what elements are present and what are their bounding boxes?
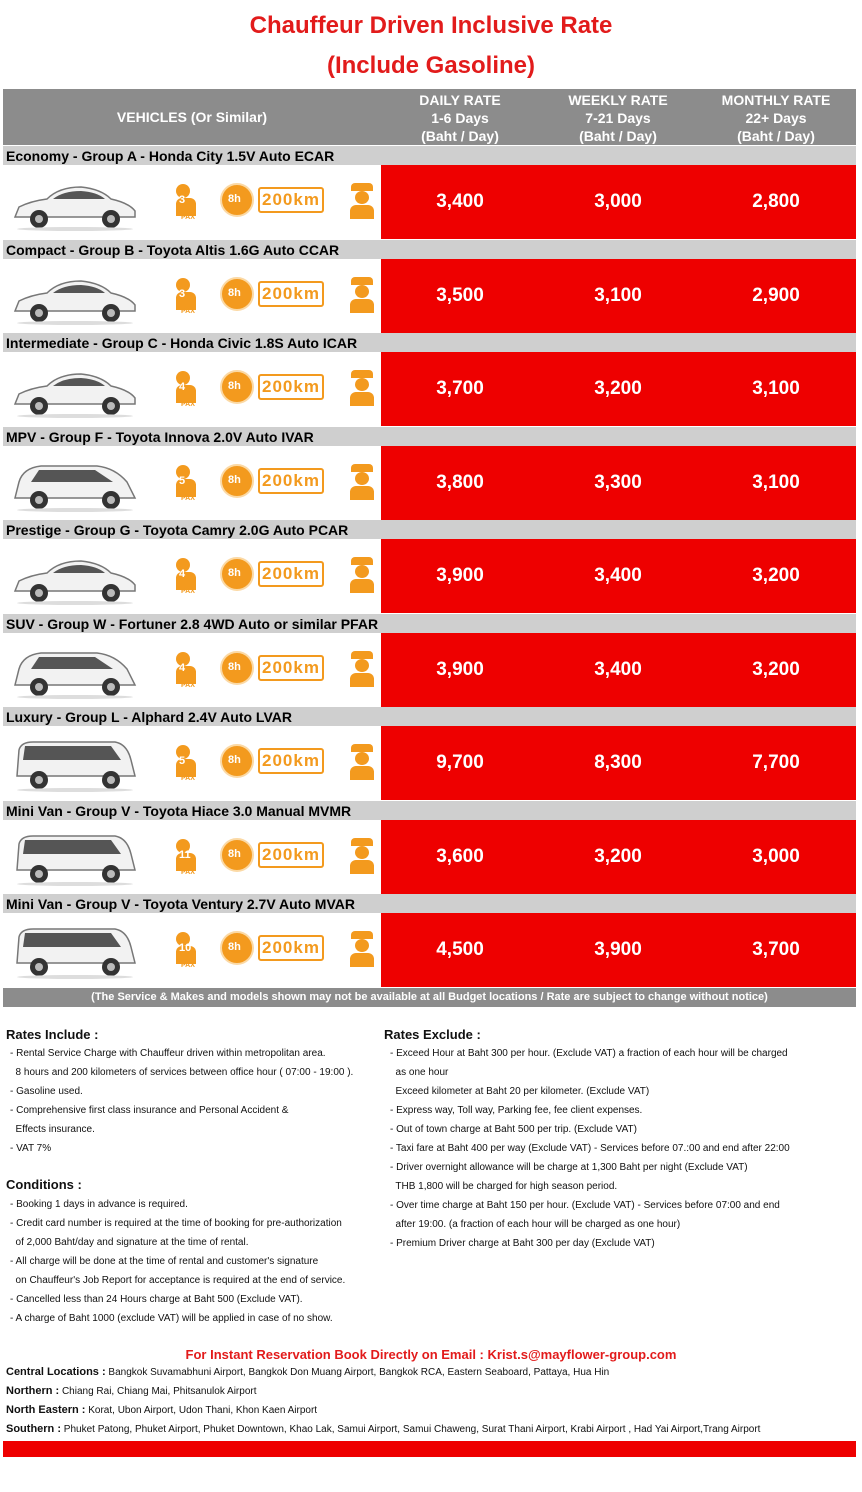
rates-exclude-title: Rates Exclude : <box>384 1027 481 1042</box>
pax-label: PAX <box>181 869 195 876</box>
distance-badge: 200km <box>258 655 324 681</box>
rates-exclude-item: - Exceed Hour at Baht 300 per hour. (Exclude VAT) a fraction of each hour will be charged <box>390 1048 788 1059</box>
location-line <box>6 1366 609 1378</box>
car-image <box>11 269 139 325</box>
distance-badge: 200km <box>258 374 324 400</box>
rates-exclude-item: - Express way, Toll way, Parking fee, fee client expenses. <box>390 1105 643 1116</box>
vehicle-group-band <box>3 333 856 352</box>
daily-rate: 9,700 <box>436 752 484 773</box>
vehicle-info <box>3 259 381 333</box>
driver-icon <box>349 557 377 595</box>
passenger-count: 4 <box>179 662 186 674</box>
condition-item: - All charge will be done at the time of rental and customer's signature <box>10 1256 319 1267</box>
distance-badge: 200km <box>258 935 324 961</box>
weekly-rate: 3,200 <box>594 378 642 399</box>
daily-rate: 4,500 <box>436 939 484 960</box>
rate-cells <box>381 165 856 239</box>
rates-exclude-item: - Premium Driver charge at Baht 300 per day (Exclude VAT) <box>390 1238 655 1249</box>
disclaimer: (The Service & Makes and models shown may not be available at all Budget locations / Rate are subject to change without notice) <box>3 988 856 1007</box>
rates-exclude-item: as one hour <box>390 1067 449 1078</box>
reservation-email[interactable]: For Instant Reservation Book Directly on Email : Krist.s@mayflower-group.com <box>185 1347 677 1362</box>
passenger-icon <box>176 369 208 409</box>
distance-badge: 200km <box>258 561 324 587</box>
passenger-icon <box>176 463 208 503</box>
daily-rate: 3,900 <box>436 659 484 680</box>
rates-exclude-item: Exceed kilometer at Baht 20 per kilometer. (Exclude VAT) <box>390 1086 650 1097</box>
pax-label: PAX <box>181 401 195 408</box>
vehicle-info <box>3 539 381 613</box>
pax-label: PAX <box>181 775 195 782</box>
location-line <box>6 1404 317 1416</box>
vehicle-name: Mini Van - Group V - Toyota Hiace 3.0 Manual MVMR <box>6 803 352 819</box>
car-image <box>11 362 139 418</box>
vehicle-rate-row <box>3 726 856 800</box>
monthly-rate: 3,000 <box>752 846 800 867</box>
weekly-rate: 3,900 <box>594 939 642 960</box>
driver-icon <box>349 838 377 876</box>
condition-item: - Cancelled less than 24 Hours charge at Baht 500 (Exclude VAT). <box>10 1294 303 1305</box>
rate-cells <box>381 913 856 987</box>
daily-rate-header: DAILY RATE 1-6 Days (Baht / Day) <box>419 92 501 144</box>
vehicle-info <box>3 352 381 426</box>
clock-icon: 8h <box>220 651 254 685</box>
rates-include-item: - Comprehensive first class insurance and Personal Accident & <box>10 1105 289 1116</box>
weekly-rate: 8,300 <box>594 752 642 773</box>
monthly-rate: 3,200 <box>752 659 800 680</box>
vehicle-name: Prestige - Group G - Toyota Camry 2.0G Auto PCAR <box>6 522 349 538</box>
monthly-rate-header: MONTHLY RATE 22+ Days (Baht / Day) <box>721 92 831 144</box>
rate-cells <box>381 820 856 894</box>
weekly-rate: 3,300 <box>594 472 642 493</box>
clock-icon: 8h <box>220 744 254 778</box>
passenger-icon <box>176 837 208 877</box>
condition-item: - A charge of Baht 1000 (exclude VAT) will be applied in case of no show. <box>10 1313 333 1324</box>
weekly-rate: 3,000 <box>594 191 642 212</box>
monthly-rate: 3,200 <box>752 565 800 586</box>
passenger-count: 4 <box>179 381 186 393</box>
region-name: Southern : <box>6 1423 61 1435</box>
page-subtitle: (Include Gasoline) <box>326 52 536 79</box>
pax-label: PAX <box>181 495 195 502</box>
car-image <box>11 549 139 605</box>
rates-exclude-item: - Taxi fare at Baht 400 per way (Exclude VAT) - Services before 07.:00 and end after 22:00 <box>390 1143 790 1154</box>
distance-badge: 200km <box>258 468 324 494</box>
vehicle-rate-row <box>3 913 856 987</box>
weekly-rate: 3,400 <box>594 565 642 586</box>
rates-include-title: Rates Include : <box>6 1027 99 1042</box>
monthly-rate: 2,900 <box>752 285 800 306</box>
vehicle-name: Compact - Group B - Toyota Altis 1.6G Auto CCAR <box>6 242 340 258</box>
clock-icon: 8h <box>220 557 254 591</box>
passenger-count: 5 <box>179 475 186 487</box>
region-name: Northern : <box>6 1385 60 1397</box>
daily-rate: 3,900 <box>436 565 484 586</box>
vehicle-name: Mini Van - Group V - Toyota Ventury 2.7V Auto MVAR <box>6 896 355 912</box>
vehicle-info <box>3 820 381 894</box>
condition-item: on Chauffeur's Job Report for acceptance is required at the end of service. <box>10 1275 346 1286</box>
monthly-rate: 7,700 <box>752 752 800 773</box>
weekly-rate: 3,100 <box>594 285 642 306</box>
table-header <box>3 89 856 145</box>
rate-cells <box>381 259 856 333</box>
driver-icon <box>349 464 377 502</box>
pax-label: PAX <box>181 588 195 595</box>
driver-icon <box>349 931 377 969</box>
pax-label: PAX <box>181 962 195 969</box>
rate-cells <box>381 633 856 707</box>
clock-icon: 8h <box>220 183 254 217</box>
page-title: Chauffeur Driven Inclusive Rate <box>249 12 613 39</box>
rates-include-item: - VAT 7% <box>10 1143 52 1154</box>
vehicle-rate-row <box>3 446 856 520</box>
rates-exclude-item: - Over time charge at Baht 150 per hour. (Exclude VAT) - Services before 07:00 and end <box>390 1200 780 1211</box>
rates-include-item: - Gasoline used. <box>10 1086 83 1097</box>
condition-item: - Credit card number is required at the time of booking for pre-authorization <box>10 1218 342 1229</box>
vehicle-name: Intermediate - Group C - Honda Civic 1.8S Auto ICAR <box>6 335 358 351</box>
pax-label: PAX <box>181 214 195 221</box>
car-image <box>11 923 139 979</box>
vehicle-name: Economy - Group A - Honda City 1.5V Auto ECAR <box>6 148 335 164</box>
passenger-icon <box>176 930 208 970</box>
vehicle-info <box>3 165 381 239</box>
clock-icon: 8h <box>220 464 254 498</box>
vehicle-rate-row <box>3 165 856 239</box>
passenger-icon <box>176 276 208 316</box>
vehicle-info <box>3 633 381 707</box>
driver-icon <box>349 370 377 408</box>
driver-icon <box>349 183 377 221</box>
monthly-rate: 3,700 <box>752 939 800 960</box>
rates-include-item: 8 hours and 200 kilometers of services between office hour ( 07:00 - 19:00 ). <box>10 1067 354 1078</box>
passenger-count: 11 <box>179 849 191 861</box>
car-image <box>11 830 139 886</box>
passenger-icon <box>176 743 208 783</box>
vehicle-group-band <box>3 707 856 726</box>
daily-rate: 3,500 <box>436 285 484 306</box>
rates-exclude-item: after 19:00. (a fraction of each hour will be charged as one hour) <box>390 1219 681 1230</box>
vehicle-group-band <box>3 146 856 165</box>
daily-rate: 3,400 <box>436 191 484 212</box>
vehicle-name: Luxury - Group L - Alphard 2.4V Auto LVAR <box>6 709 292 725</box>
vehicle-info <box>3 726 381 800</box>
passenger-icon <box>176 182 208 222</box>
monthly-rate: 3,100 <box>752 472 800 493</box>
passenger-count: 10 <box>179 942 192 954</box>
car-image <box>11 643 139 699</box>
vehicle-rate-row <box>3 352 856 426</box>
clock-icon: 8h <box>220 931 254 965</box>
car-image <box>11 175 139 231</box>
region-places: Chiang Rai, Chiang Mai, Phitsanulok Airport <box>59 1386 257 1397</box>
vehicle-rate-row <box>3 820 856 894</box>
car-image <box>11 456 139 512</box>
car-image <box>11 736 139 792</box>
bottom-bar <box>3 1441 856 1457</box>
monthly-rate: 2,800 <box>752 191 800 212</box>
vehicle-info <box>3 446 381 520</box>
passenger-count: 4 <box>179 568 186 580</box>
vehicle-group-band <box>3 427 856 446</box>
region-places: Korat, Ubon Airport, Udon Thani, Khon Kaen Airport <box>85 1405 318 1416</box>
daily-rate: 3,800 <box>436 472 484 493</box>
driver-icon <box>349 277 377 315</box>
rate-cells <box>381 352 856 426</box>
location-line <box>6 1385 257 1397</box>
vehicles-header: VEHICLES (Or Similar) <box>116 109 268 125</box>
condition-item: - Booking 1 days in advance is required. <box>10 1199 188 1210</box>
daily-rate: 3,600 <box>436 846 484 867</box>
conditions-title: Conditions : <box>6 1177 82 1192</box>
vehicle-group-band <box>3 240 856 259</box>
vehicle-group-band <box>3 801 856 820</box>
vehicle-group-band <box>3 894 856 913</box>
rate-cells <box>381 446 856 520</box>
passenger-count: 3 <box>179 288 186 300</box>
clock-icon: 8h <box>220 838 254 872</box>
distance-badge: 200km <box>258 187 324 213</box>
distance-badge: 200km <box>258 281 324 307</box>
rates-exclude-item: THB 1,800 will be charged for high season period. <box>390 1181 618 1192</box>
region-name: Central Locations : <box>6 1366 106 1378</box>
passenger-count: 3 <box>179 194 186 206</box>
rates-include-item: Effects insurance. <box>10 1124 95 1135</box>
distance-badge: 200km <box>258 842 324 868</box>
weekly-rate: 3,400 <box>594 659 642 680</box>
passenger-icon <box>176 556 208 596</box>
vehicle-name: SUV - Group W - Fortuner 2.8 4WD Auto or similar PFAR <box>6 616 379 632</box>
weekly-rate-header: WEEKLY RATE 7-21 Days (Baht / Day) <box>568 92 668 144</box>
rate-cells <box>381 726 856 800</box>
vehicle-info <box>3 913 381 987</box>
passenger-count: 5 <box>179 755 186 767</box>
monthly-rate: 3,100 <box>752 378 800 399</box>
weekly-rate: 3,200 <box>594 846 642 867</box>
rates-include-item: - Rental Service Charge with Chauffeur driven within metropolitan area. <box>10 1048 326 1059</box>
region-places: Bangkok Suvamabhuni Airport, Bangkok Don Muang Airport, Bangkok RCA, Eastern Seaboard, Pattaya, Hua Hin <box>105 1367 610 1378</box>
vehicle-rate-row <box>3 259 856 333</box>
driver-icon <box>349 744 377 782</box>
pax-label: PAX <box>181 682 195 689</box>
vehicle-rate-row <box>3 539 856 613</box>
rate-cells <box>381 539 856 613</box>
vehicle-rate-row <box>3 633 856 707</box>
location-line <box>6 1423 760 1435</box>
distance-badge: 200km <box>258 748 324 774</box>
passenger-icon <box>176 650 208 690</box>
clock-icon: 8h <box>220 277 254 311</box>
clock-icon: 8h <box>220 370 254 404</box>
rates-exclude-item: - Out of town charge at Baht 500 per trip. (Exclude VAT) <box>390 1124 637 1135</box>
vehicle-group-band <box>3 614 856 633</box>
driver-icon <box>349 651 377 689</box>
region-places: Phuket Patong, Phuket Airport, Phuket Downtown, Khao Lak, Samui Airport, Samui Chaweng, Surat Thani Airport, Krabi Airport , Had Yai Airport,Trang Airport <box>61 1424 761 1435</box>
vehicle-group-band <box>3 520 856 539</box>
daily-rate: 3,700 <box>436 378 484 399</box>
condition-item: of 2,000 Baht/day and signature at the time of rental. <box>10 1237 249 1248</box>
rates-exclude-item: - Driver overnight allowance will be charge at 1,300 Baht per night (Exclude VAT) <box>390 1162 748 1173</box>
region-name: North Eastern : <box>6 1404 86 1416</box>
pax-label: PAX <box>181 308 195 315</box>
vehicle-name: MPV - Group F - Toyota Innova 2.0V Auto IVAR <box>6 429 314 445</box>
